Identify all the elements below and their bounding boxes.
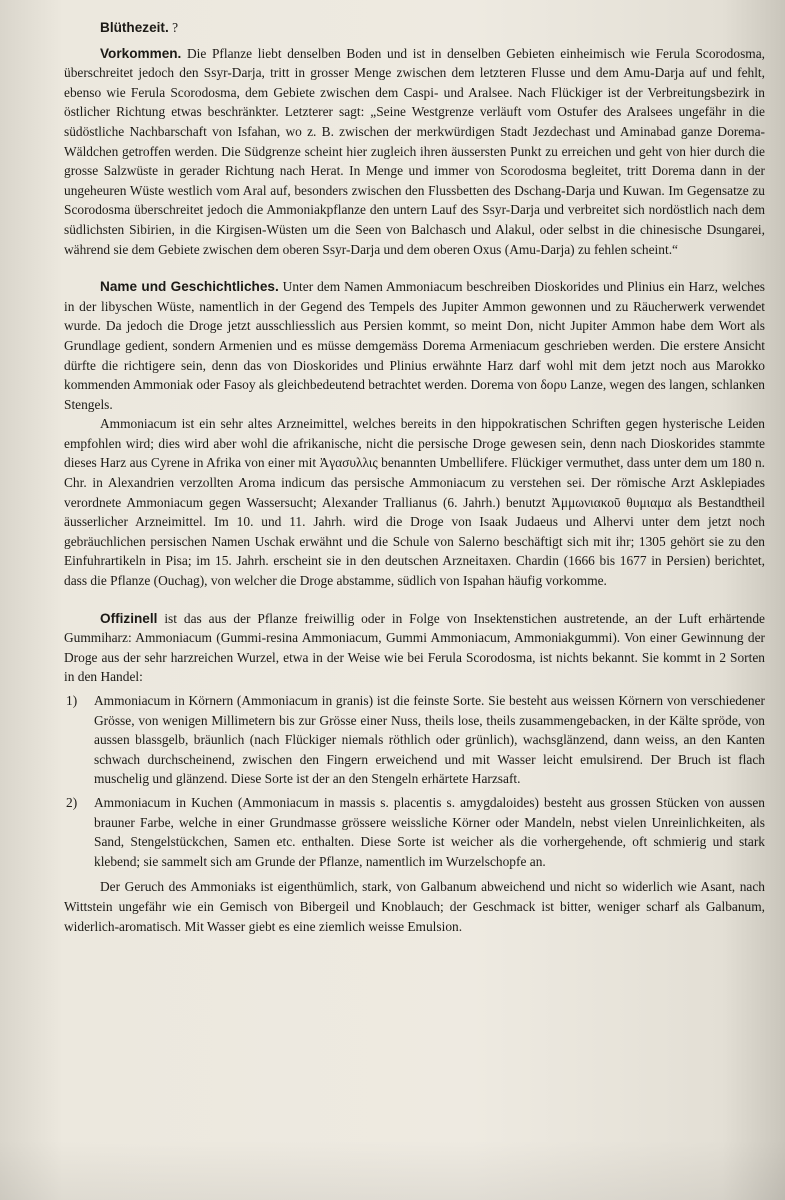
name-paragraph [64,277,765,414]
offizinell-text: ist das aus der Pflanze freiwillig oder in Folge von Insektenstichen austretende, an der Luft erhärtende Gummiharz: Ammoniacum (Gummi-resina Ammoniacum, Gummi Ammoniacum, Ammoniakgummi). Von einer Gewinnung der Droge aus der sehr harzreichen Wurzel, etwa in der Weise wie bei Ferula Scorodosma, ist nichts bekannt. Sie kommt in 2 Sorten in den Handel: [64,610,765,685]
bluethezeit-line [100,18,765,38]
offizinell-heading: Offizinell [100,610,158,626]
sorte-number: 1) [66,693,78,708]
sorte-item-1 [66,691,765,789]
vorkommen-paragraph [64,44,765,260]
sorte-text: Ammoniacum in Kuchen (Ammoniacum in massis s. placentis s. amygdaloides) besteht aus grossen Stücken von aussen brauner Farbe, welche in einer Grundmasse grössere weissliche Körner oder Mandeln, nebst vielen Unreinlichkeiten, als Sand, Stengelstückchen, Samen etc. enthalten. Diese Sorte ist weicher als die vorhergehende, oft schmierig und stark klebend; sie sammelt sich am Grunde der Pflanze, namentlich im Wurzelschopfe an. [94,794,765,869]
sorte-item-2 [66,793,765,871]
ammoniacum-history-paragraph: Ammoniacum ist ein sehr altes Arzneimittel, welches bereits in den hippokratischen Schriften gegen hysterische Leiden empfohlen wird; dies wird aber wohl die afrikanische, nicht die persische Droge gewesen sein, denn nach Dioskorides stammte dieses Harz aus Cyrene in Afrika von einer mit Ἀγασυλλις benannten Umbellifere. Flückiger vermuthet, dass unter dem um 180 n. Chr. in Alexandrien verzollten Aroma indicum das persische Ammoniacum zu verstehen sei. Der römische Arzt Asklepiades verordnete Ammoniacum gegen Wassersucht; Alexander Trallianus (6. Jahrh.) benutzt Ἀμμωνιακοῦ θυμιαμα als Bestandtheil äusserlicher Arzneimittel. Im 10. und 11. Jahrh. wird die Droge von Isaak Judaeus und Alhervi unter dem jetzt noch gebräuchlichen persischen Namen Uschak erwähnt und die Schule von Salerno beschäftigt sich mit ihr; 1305 gehört sie zu den Einfuhrartikeln in Pisa; im 15. Jahrh. erscheint sie in den deutschen Arzneitaxen. Chardin (1666 bis 1677 in Persien) berichtet, dass die Pflanze (Ouchag), von welcher die Droge abstamme, südlich von Ispahan häufig vorkomme. [64,416,765,589]
geruch-paragraph: Der Geruch des Ammoniaks ist eigenthümlich, stark, von Galbanum abweichend und nicht so widerlich wie Asant, nach Wittstein ungefähr wie ein Gemisch von Bibergeil und Knoblauch; der Geschmack ist bitter, weniger scharf als Galbanum, widerlich-aromatisch. Mit Wasser giebt es eine ziemlich weisse Emulsion. [64,879,765,934]
name-heading: Name und Geschichtliches. [100,279,279,295]
bluethezeit-value: ? [172,20,179,35]
vorkommen-heading: Vorkommen. [100,45,182,61]
sorte-text: Ammoniacum in Körnern (Ammoniacum in granis) ist die feinste Sorte. Sie besteht aus weissen Körnern von verschiedener Grösse, von wenigen Millimetern bis zur Grösse einer Nuss, theils lose, theils zusammengebacken, in der Kälte spröde, von aussen blassgelb, bräunlich (nach Flückiger niemals röthlich oder grünlich), wachsglänzend, dann weiss, an den Kanten schwach durchscheinend, zwischen den Fingern erweichend und mit Wasser leicht emulsirend. Der Bruch ist flach muschelig und glänzend. Diese Sorte ist der an den Stengeln erhärtete Harzsaft. [94,693,765,787]
name-text: Unter dem Namen Ammoniacum beschreiben Dioskorides und Plinius ein Harz, welches in der libyschen Wüste, namentlich in der Gegend des Tempels des Jupiter Ammon gewonnen und zu Räucherwerk verwendet wurde. Da jedoch die Droge jetzt ausschliesslich aus Persien kommt, so meint Don, nicht Jupiter Ammon habe dem Wort als Grundlage gedient, sondern Armenien und es müsse demgemäss Dorema Armeniacum geschrieben werden. Die erstere Ansicht dürfte die richtigere sein, denn das von Dioskorides und Plinius erwähnte Harz darf wohl mit dem jetzt noch aus Marokko kommenden Ammoniak oder Fasoy als gleichbedeutend betrachtet werden. Dorema von δορυ Lanze, wegen des langen, schlanken Stengels. [64,279,765,412]
page-shadow [0,1140,785,1200]
offizinell-paragraph [64,609,765,687]
sorte-number: 2) [66,794,78,810]
bluethezeit-heading: Blüthezeit. [100,20,169,35]
vorkommen-text: Die Pflanze liebt denselben Boden und ist in denselben Gebieten einheimisch wie Ferula Scorodosma, überschreitet jedoch den Ssyr-Darja, tritt in grosser Menge zwischen dem letzteren Flusse und dem Amu-Darja auf und fehlt, ebenso wie Ferula Scorodosma, dem Gebiete zwischen dem Caspi- und Aralsee. Nach Flückiger ist der Verbreitungsbezirk in östlicher Richtung etwas beschränkter. Letzterer sagt: „Seine Westgrenze verläuft vom Ostufer des Aralsees ungefähr in die südöstliche Nachbarschaft von Isfahan, wo z. B. zwischen der merkwürdigen Stadt Jezdechast und Aminabad ganze Dorema-Wäldchen getroffen werden. Die Südgrenze scheint hier zugleich ihren äussersten Punkt zu erreichen und geht von hier durch die grosse Salzwüste in gerader Richtung nach Herat. In Menge und immer von Scorodosma begleitet, tritt Dorema dann in der ungeheuren Wüste westlich vom Aral auf, besonders zwischen den Flussbetten des Dschang-Darja und Kuwan. Im Gegensatze zu Scorodosma überschreitet jedoch die Ammoniakpflanze den untern Lauf des Ssyr-Darja und verbreitet sich nordöstlich nach dem südlichsten Sibirien, in die Kirgisen-Wüsten um die Seen von Balchasch und Alakul, oder selbst in die chinesische Dsungarei, während sie dem Gebiete zwischen dem oberen Ssyr-Darja und dem oberen Oxus (Amu-Darja) zu fehlen scheint.“ [64,45,765,257]
